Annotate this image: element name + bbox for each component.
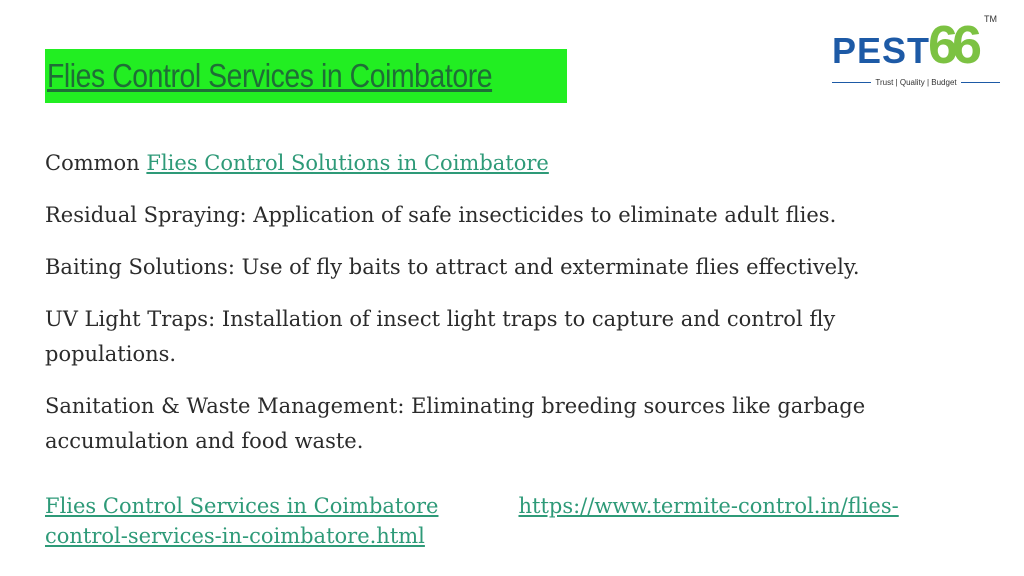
intro-line [45, 146, 945, 181]
intro-prefix: Common [45, 151, 147, 175]
services-link[interactable]: Flies Control Services in Coimbatore [45, 494, 439, 518]
solutions-link[interactable]: Flies Control Solutions in Coimbatore [146, 151, 549, 175]
content-body [45, 146, 945, 476]
tagline-text: Trust | Quality | Budget [875, 78, 957, 87]
logo-tagline [832, 78, 1000, 87]
page-title[interactable]: Flies Control Services in Coimbatore [47, 57, 493, 94]
pest66-logo [832, 12, 1000, 94]
list-item: Sanitation & Waste Management: Eliminating breeding sources like garbage accumulation and food waste. [45, 394, 866, 453]
logo-word: PEST [832, 30, 931, 71]
logo-number: 66 [928, 15, 977, 75]
list-item: Baiting Solutions: Use of fly baits to attract and exterminate flies effectively. [45, 255, 860, 279]
tagline-rule-left [832, 82, 871, 83]
logo-trademark: TM [984, 14, 997, 24]
tagline-rule-right [961, 82, 1000, 83]
list-item: UV Light Traps: Installation of insect light traps to capture and control fly populations. [45, 307, 836, 366]
list-item: Residual Spraying: Application of safe insecticides to eliminate adult flies. [45, 203, 837, 227]
url-link[interactable]: https://www.termite-control.in/flies-control-services-in-coimbatore.html [45, 494, 899, 548]
title-highlight [45, 49, 567, 103]
footer-links [45, 491, 945, 551]
